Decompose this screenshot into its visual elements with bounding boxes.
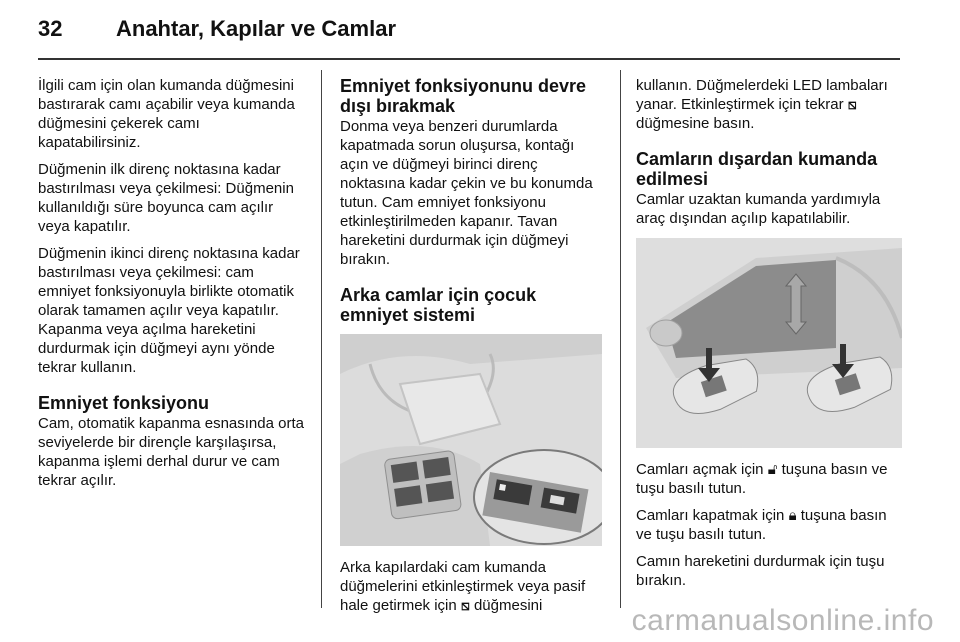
paragraph-text: düğmesine basın. — [636, 115, 755, 132]
paragraph-text: tuşuna basın ve tuşu basılı tutun. — [636, 461, 888, 497]
column-middle — [340, 76, 605, 623]
footer-watermark: carmanualsonline.info — [631, 604, 934, 637]
paragraph: İlgili cam için olan kumanda düğmesini bastırarak camı açabilir veya kumanda düğmesini çekerek camı kapatabilirsiniz. — [38, 77, 295, 151]
paragraph — [636, 460, 902, 498]
child-window-lock-icon: ⧅ — [460, 597, 470, 613]
paragraph-text: Arka kapılardaki cam kumanda düğmelerini etkinleştirmek veya pasif hale getirmek için — [340, 559, 586, 614]
paragraph-text: düğmesini — [473, 597, 543, 614]
paragraph — [636, 506, 902, 544]
paragraph: Cam, otomatik kapanma esnasında orta seviyelerde bir dirençle karşılaşırsa, kapanma işlemi derhal durur ve cam tekrar açılır. — [38, 415, 304, 489]
paragraph-text: tuşuna basın ve tuşu basılı tutun. — [636, 507, 887, 543]
paragraph-text: Camları açmak için — [636, 461, 764, 478]
column-divider — [620, 70, 621, 608]
paragraph — [340, 558, 605, 615]
section-heading: Arka camlar için çocuk emniyet sistemi — [340, 285, 537, 325]
column-right — [636, 76, 902, 598]
section-heading: Emniyet fonksiyonunu devre dışı bırakmak — [340, 76, 587, 116]
page-title: Anahtar, Kapılar ve Camlar — [116, 16, 397, 41]
paragraph: Donma veya benzeri durumlarda kapatmada sorun oluşursa, kontağı açın ve düğmeyi birinci direnç noktasına kadar çekin ve bu konumda tutun. Cam emniyet fonksiyonu etkinleştirilmeden kapanır. Tavan hareketini durdurmak için düğmeyi bırakın. — [340, 118, 593, 268]
page-number: 32 — [38, 16, 63, 41]
unlock-icon: 🔓︎ — [767, 461, 778, 478]
child-window-lock-icon: ⧅ — [847, 96, 857, 112]
column-left — [38, 76, 306, 498]
paragraph: Düğmenin ikinci direnç noktasına kadar bastırılması veya çekilmesi: cam emniyet fonksiyonuyla birlikte otomatik olarak tamamen açılır veya kapatılır. Kapanma veya açılma hareketini durdurmak için düğmeyi aynı yönde tekrar kullanın. — [38, 245, 300, 376]
paragraph: Camın hareketini durdurmak için tuşu bırakın. — [636, 553, 885, 589]
section-heading: Camların dışardan kumanda edilmesi — [636, 149, 878, 189]
section-heading: Emniyet fonksiyonu — [38, 393, 210, 413]
paragraph: Düğmenin ilk direnç noktasına kadar bastırılması veya çekilmesi: Düğmenin kullanıldığı süre boyunca cam açılır veya kapatılır. — [38, 161, 294, 235]
paragraph-text: Camları kapatmak için — [636, 507, 785, 524]
header-divider — [38, 58, 900, 60]
door-switch-illustration — [340, 334, 602, 546]
paragraph: Camlar uzaktan kumanda yardımıyla araç dışından açılıp kapatılabilir. — [636, 191, 881, 227]
column-divider — [321, 70, 322, 608]
paragraph-text: kullanın. Düğmelerdeki LED lambaları yanar. Etkinleştirmek için tekrar — [636, 77, 888, 113]
paragraph — [636, 76, 902, 133]
remote-key-illustration — [636, 238, 902, 448]
lock-icon: 🔒︎ — [788, 507, 797, 524]
